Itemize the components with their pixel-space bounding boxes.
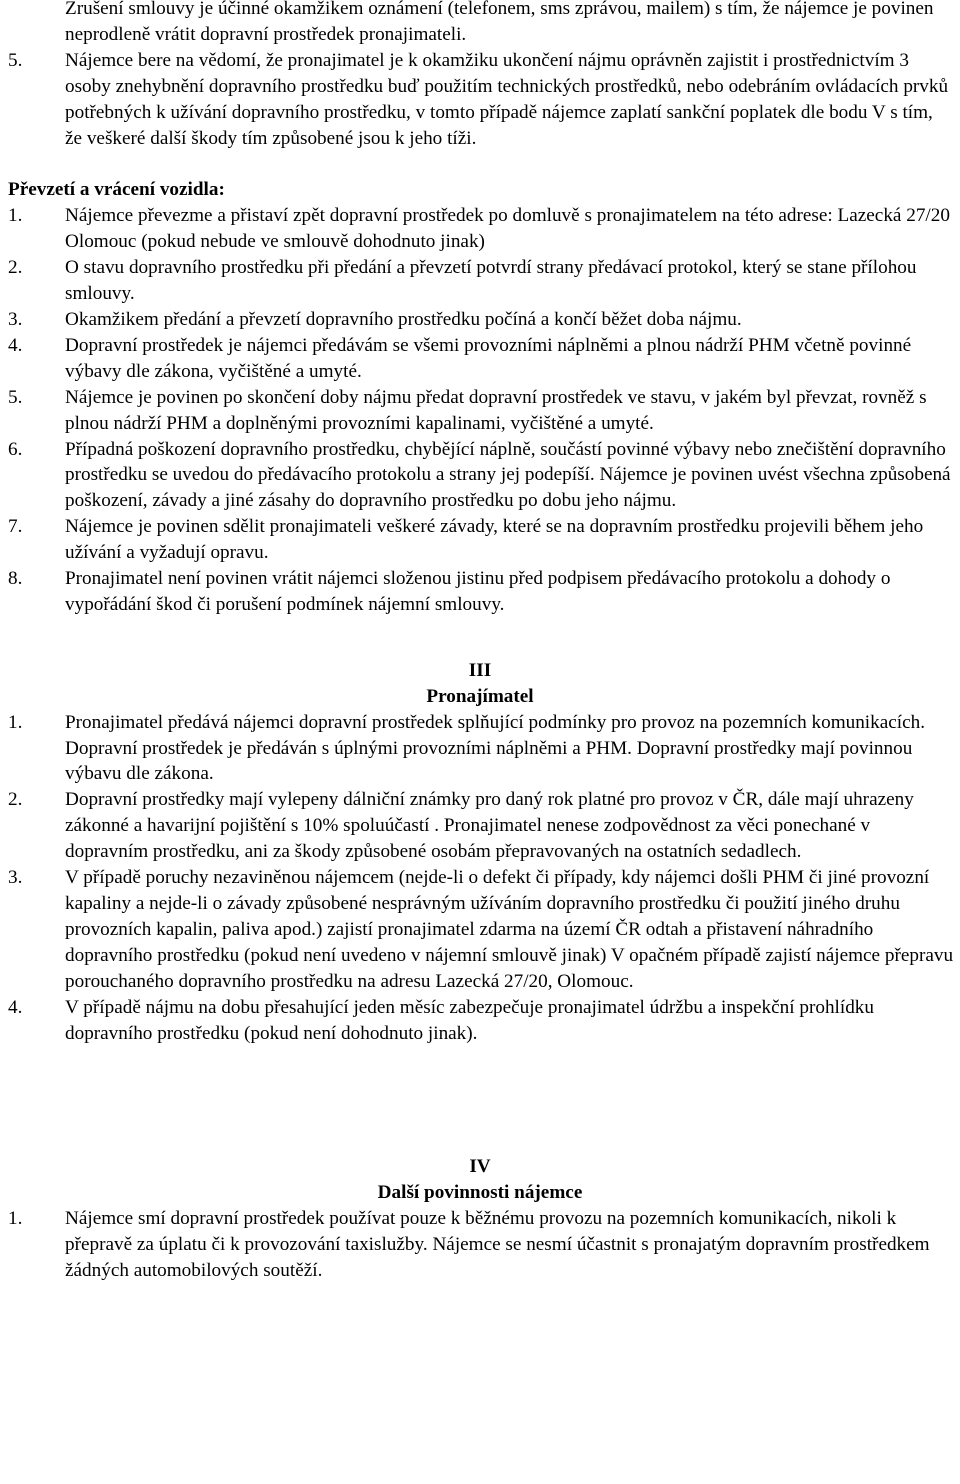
item-text: Pronajimatel není povinen vrátit nájemci složenou jistinu před podpisem předávacího protokolu a dohody o vypořádání škod či porušení podmínek nájemní smlouvy.: [65, 568, 891, 615]
item-number: 3.: [8, 867, 23, 889]
list-item: [0, 48, 960, 152]
list-item: [0, 514, 960, 566]
item-number: 4.: [8, 334, 23, 356]
list-item: [0, 385, 960, 437]
spacer: [0, 618, 960, 658]
item-text: Nájemce bere na vědomí, že pronajimatel je k okamžiku ukončení nájmu oprávněn zajistit i prostřednictvím 3 osoby znehybnění dopravního prostředku buď použitím technických prostředků, nebo odebráním ovládacích prvků potřebných k užívání dopravního prostředku, v tomto případě nájemce zaplatí sankční poplatek dle bodu V s tím, že veškeré další škody tím způsobené jsou k jeho tíži.: [65, 49, 949, 149]
continuation-paragraph: Zrušení smlouvy je účinné okamžikem oznámení (telefonem, sms zprávou, mailem) s tím, že nájemce je povinen neprodleně vrátit dopravní prostředek pronajimateli.: [65, 0, 934, 45]
section-title: Pronajímatel: [426, 685, 534, 707]
item-text: Dopravní prostředky mají vylepeny dálniční známky pro daný rok platné pro provoz v ČR, dále mají uhrazeny zákonné a havarijní pojištění s 10% spoluúčastí . Pronajimatel nenese zodpovědnost za věci ponechané v dopravním prostředku, ani za škody způsobené osobám přepravovaných na ostatních sedadlech.: [65, 789, 914, 863]
item-number: 1.: [8, 711, 23, 733]
list-item: [0, 437, 960, 515]
item-number: 7.: [8, 516, 23, 538]
section-number: III: [468, 659, 492, 681]
spacer: [0, 1046, 960, 1154]
item-text: Nájemce převezme a přistaví zpět dopravní prostředek po domluvě s pronajimatelem na této adrese: Lazecká 27/20 Olomouc (pokud nebude ve smlouvě dohodnuto jinak): [65, 205, 950, 253]
item-text: Nájemce je povinen po skončení doby nájmu předat dopravní prostředek ve stavu, v jakém byl převzat, rovněž s plnou nádrží PHM a doplněnými provozními kapalinami, vyčištěné a umyté.: [65, 386, 927, 434]
item-text: V případě poruchy nezaviněnou nájemcem (nejde-li o defekt či případy, kdy nájemci došli PHM či jiné provozní kapaliny a nejde-li o závady způsobené nesprávným užíváním dopravního prostředku či použití jiného druhu provozních kapalin, paliva apod.) zajistí pronajimatel zdarma na území ČR odtah a přistavení náhradního dopravního prostředku (pokud není uvedeno v nájemní smlouvě jinak) V opačném případě zajistí nájemce přepravu porouchaného dopravního prostředku na adresu Lazecká 27/20, Olomouc.: [65, 867, 954, 992]
section-title: Další povinnosti nájemce: [377, 1182, 583, 1204]
list-item: [0, 566, 960, 618]
item-text: O stavu dopravního prostředku při předání a převzetí potvrdí strany předávací protokol, který se stane přílohou smlouvy.: [65, 257, 917, 305]
item-text: Případná poškození dopravního prostředku, chybějící náplně, součástí povinné výbavy nebo znečištění dopravního prostředku se uvedou do předávacího protokolu a strany jej podepíší. Nájemce je povinen uvést všechna způsobená poškození, závady a jiné zásahy do dopravního prostředku po dobu jeho nájmu.: [65, 438, 951, 512]
item-text: Pronajimatel předává nájemci dopravní prostředek splňující podmínky pro provoz na pozemních komunikacích. Dopravní prostředek je předáván s úplnými provozními náplněmi a PHM. Dopravní prostředky mají povinnou výbavu dle zákona.: [65, 711, 925, 785]
list-item: [0, 1206, 960, 1284]
item-number: 2.: [8, 257, 23, 279]
list-item: [0, 255, 960, 307]
item-number: 5.: [8, 386, 23, 408]
item-number: 1.: [8, 1208, 23, 1230]
item-number: 4.: [8, 996, 23, 1018]
list-item: [0, 710, 960, 788]
item-number: 8.: [8, 568, 23, 590]
item-number: 2.: [8, 789, 23, 811]
item-text: Dopravní prostředek je nájemci předávám se všemi provozními náplněmi a plnou nádrží PHM včetně povinné výbavy dle zákona, vyčištěné a umyté.: [65, 334, 912, 382]
item-text: Nájemce je povinen sdělit pronajimateli veškeré závady, které se na dopravním prostředku projevili během jeho užívání a vyžadují opravu.: [65, 516, 924, 564]
list-item: [0, 787, 960, 865]
item-number: 5.: [8, 49, 23, 71]
spacer: [0, 151, 960, 177]
item-number: 6.: [8, 438, 23, 460]
item-text: Okamžikem předání a převzetí dopravního prostředku počíná a končí běžet doba nájmu.: [65, 308, 742, 330]
list-item: [0, 307, 960, 333]
item-number: 3.: [8, 308, 23, 330]
list-item: [0, 333, 960, 385]
list-item: [0, 865, 960, 995]
item-text: V případě nájmu na dobu přesahující jeden měsíc zabezpečuje pronajimatel údržbu a inspekční prohlídku dopravního prostředku (pokud není dohodnuto jinak).: [65, 996, 874, 1044]
item-number: 1.: [8, 205, 23, 227]
section-number: IV: [469, 1156, 491, 1178]
section-heading-takeover: Převzetí a vrácení vozidla:: [8, 179, 225, 201]
item-text: Nájemce smí dopravní prostředek používat pouze k běžnému provozu na pozemních komunikacích, nikoli k přepravě za úplatu či k provozování taxislužby. Nájemce se nesmí účastnit s pronajatým dopravním prostředkem žádných automobilových soutěží.: [65, 1208, 930, 1282]
list-item: [0, 203, 960, 255]
list-item: [0, 995, 960, 1047]
